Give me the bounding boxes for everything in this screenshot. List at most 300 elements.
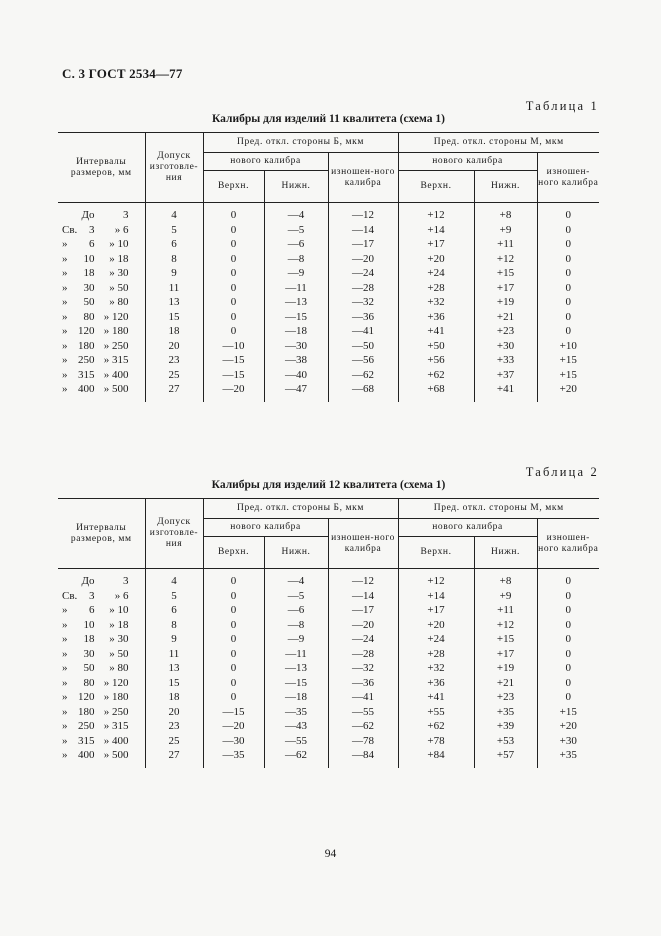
cell-m-upper: +24: [398, 266, 474, 281]
interval-from: 6: [89, 604, 95, 616]
cell-b-worn: —17: [328, 237, 398, 252]
interval-from: 400: [78, 383, 95, 395]
table-label: Таблица 1: [525, 99, 599, 113]
cell-b-worn: —36: [328, 310, 398, 325]
cell-m-upper: +56: [398, 353, 474, 368]
cell-interval: [58, 252, 145, 267]
cell-b-lower: —4: [264, 203, 328, 223]
cell-b-lower: —5: [264, 589, 328, 604]
interval-from: 315: [78, 368, 95, 381]
cell-interval: [58, 339, 145, 354]
table-row: [58, 632, 599, 647]
cell-b-worn: —28: [328, 647, 398, 662]
cell-b-lower: —18: [264, 690, 328, 705]
cell-b-upper: —35: [203, 748, 264, 768]
cell-m-upper: +55: [398, 705, 474, 720]
interval-from: 3: [89, 589, 95, 602]
cell-b-worn: —32: [328, 661, 398, 676]
cell-interval: [58, 569, 145, 589]
interval-prefix: »: [62, 296, 68, 308]
cell-m-worn: +10: [537, 339, 599, 354]
table-row: [58, 368, 599, 383]
cell-m-worn: +20: [537, 719, 599, 734]
interval-to: » 250: [103, 705, 129, 718]
interval-from: 10: [83, 252, 95, 265]
cell-m-lower: +15: [474, 632, 537, 647]
cell-b-worn: —17: [328, 603, 398, 618]
cell-b-lower: —35: [264, 705, 328, 720]
cell-b-lower: —47: [264, 382, 328, 402]
cell-b-lower: —11: [264, 647, 328, 662]
table-row: [58, 748, 599, 768]
cell-b-lower: —8: [264, 618, 328, 633]
cell-b-worn: —14: [328, 589, 398, 604]
cell-b-lower: —6: [264, 603, 328, 618]
cell-tolerance: 5: [145, 589, 203, 604]
cell-interval: [58, 748, 145, 768]
cell-tolerance: 18: [145, 690, 203, 705]
cell-m-worn: 0: [537, 661, 599, 676]
cell-interval: [58, 676, 145, 691]
calibre-table: [58, 132, 599, 402]
cell-interval: [58, 734, 145, 749]
cell-b-worn: —32: [328, 295, 398, 310]
interval-to: » 18: [109, 618, 129, 631]
cell-tolerance: 23: [145, 719, 203, 734]
cell-b-upper: 0: [203, 203, 264, 223]
table-label: Таблица 2: [525, 465, 599, 479]
cell-tolerance: 13: [145, 661, 203, 676]
cell-b-lower: —38: [264, 353, 328, 368]
interval-from: До: [81, 575, 95, 587]
cell-b-lower: —9: [264, 266, 328, 281]
interval-to: » 80: [109, 296, 129, 308]
header-m-new: нового калибра: [398, 519, 537, 537]
table-row: [58, 295, 599, 310]
interval-prefix: »: [62, 267, 68, 279]
cell-b-upper: —20: [203, 382, 264, 402]
cell-b-lower: —5: [264, 223, 328, 238]
interval-from: До: [81, 209, 95, 221]
interval-from: 400: [78, 749, 95, 761]
interval-prefix: Св.: [62, 223, 78, 236]
cell-b-worn: —78: [328, 734, 398, 749]
cell-tolerance: 8: [145, 252, 203, 267]
table-row: [58, 647, 599, 662]
cell-b-upper: —30: [203, 734, 264, 749]
interval-prefix: »: [62, 325, 68, 337]
table-row: [58, 203, 599, 223]
interval-prefix: »: [62, 734, 68, 747]
cell-m-lower: +8: [474, 569, 537, 589]
cell-m-lower: +17: [474, 647, 537, 662]
header-tolerance: Допуск изготовле-ния: [145, 133, 203, 203]
cell-m-lower: +11: [474, 603, 537, 618]
cell-tolerance: 9: [145, 266, 203, 281]
cell-tolerance: 13: [145, 295, 203, 310]
cell-b-upper: 0: [203, 324, 264, 339]
cell-b-upper: 0: [203, 661, 264, 676]
cell-tolerance: 15: [145, 310, 203, 325]
page-header: С. 3 ГОСТ 2534—77: [62, 66, 183, 81]
interval-prefix: »: [62, 238, 68, 250]
cell-b-worn: —62: [328, 719, 398, 734]
cell-m-upper: +12: [398, 569, 474, 589]
cell-tolerance: 11: [145, 281, 203, 296]
table-row: [58, 569, 599, 589]
cell-m-worn: 0: [537, 618, 599, 633]
cell-tolerance: 4: [145, 203, 203, 223]
cell-interval: [58, 690, 145, 705]
cell-m-lower: +21: [474, 310, 537, 325]
cell-m-upper: +68: [398, 382, 474, 402]
interval-to: » 315: [103, 720, 129, 732]
interval-to: 3: [123, 209, 129, 221]
table-row: [58, 237, 599, 252]
cell-tolerance: 27: [145, 382, 203, 402]
cell-m-lower: +12: [474, 252, 537, 267]
cell-m-lower: +23: [474, 324, 537, 339]
cell-b-upper: 0: [203, 295, 264, 310]
interval-prefix: »: [62, 252, 68, 265]
interval-prefix: »: [62, 633, 68, 645]
table-row: [58, 661, 599, 676]
cell-m-lower: +35: [474, 705, 537, 720]
table-row: [58, 589, 599, 604]
cell-m-upper: +62: [398, 368, 474, 383]
cell-m-upper: +41: [398, 690, 474, 705]
header-b-new: нового калибра: [203, 153, 328, 171]
interval-prefix: »: [62, 662, 68, 674]
interval-to: » 50: [109, 647, 129, 660]
interval-prefix: »: [62, 310, 68, 323]
table-row: [58, 353, 599, 368]
interval-prefix: »: [62, 676, 68, 689]
cell-interval: [58, 203, 145, 223]
cell-b-worn: —36: [328, 676, 398, 691]
cell-b-lower: —62: [264, 748, 328, 768]
interval-prefix: »: [62, 281, 68, 294]
cell-m-lower: +33: [474, 353, 537, 368]
table-body: [58, 203, 599, 402]
cell-b-upper: 0: [203, 569, 264, 589]
cell-b-lower: —40: [264, 368, 328, 383]
interval-to: » 315: [103, 354, 129, 366]
cell-interval: [58, 368, 145, 383]
cell-m-worn: 0: [537, 676, 599, 691]
interval-from: 180: [78, 339, 95, 352]
interval-to: » 120: [103, 310, 129, 323]
cell-m-worn: 0: [537, 603, 599, 618]
cell-b-upper: 0: [203, 223, 264, 238]
cell-m-lower: +9: [474, 589, 537, 604]
table-row: [58, 690, 599, 705]
cell-tolerance: 4: [145, 569, 203, 589]
cell-b-worn: —14: [328, 223, 398, 238]
interval-from: 50: [83, 296, 95, 308]
cell-m-upper: +36: [398, 676, 474, 691]
cell-m-worn: +15: [537, 368, 599, 383]
cell-b-worn: —62: [328, 368, 398, 383]
cell-m-lower: +53: [474, 734, 537, 749]
cell-b-worn: —28: [328, 281, 398, 296]
cell-b-lower: —11: [264, 281, 328, 296]
table-header: [58, 499, 599, 569]
interval-from: 180: [78, 705, 95, 718]
table-row: [58, 382, 599, 402]
table-row: [58, 719, 599, 734]
interval-to: » 80: [109, 662, 129, 674]
cell-m-worn: 0: [537, 295, 599, 310]
interval-to: » 180: [103, 325, 129, 337]
interval-to: » 6: [114, 589, 129, 602]
calibre-table: [58, 498, 599, 768]
cell-interval: [58, 266, 145, 281]
cell-b-lower: —55: [264, 734, 328, 749]
cell-b-lower: —18: [264, 324, 328, 339]
cell-m-upper: +24: [398, 632, 474, 647]
cell-m-upper: +20: [398, 618, 474, 633]
cell-m-worn: 0: [537, 252, 599, 267]
cell-tolerance: 23: [145, 353, 203, 368]
cell-b-upper: —20: [203, 719, 264, 734]
table-row: [58, 252, 599, 267]
cell-b-upper: 0: [203, 252, 264, 267]
interval-from: 80: [83, 310, 95, 323]
header-m-lower: Нижн.: [474, 537, 537, 569]
cell-m-upper: +14: [398, 223, 474, 238]
cell-b-lower: —43: [264, 719, 328, 734]
cell-interval: [58, 295, 145, 310]
cell-m-lower: +12: [474, 618, 537, 633]
cell-b-upper: 0: [203, 676, 264, 691]
interval-to: » 30: [109, 267, 129, 279]
cell-m-upper: +32: [398, 295, 474, 310]
cell-m-lower: +17: [474, 281, 537, 296]
interval-to: » 10: [109, 238, 129, 250]
cell-m-worn: +35: [537, 748, 599, 768]
table-row: [58, 310, 599, 325]
cell-m-worn: 0: [537, 310, 599, 325]
table-row: [58, 705, 599, 720]
interval-prefix: »: [62, 691, 68, 703]
cell-b-worn: —12: [328, 569, 398, 589]
interval-prefix: »: [62, 647, 68, 660]
cell-b-upper: 0: [203, 237, 264, 252]
header-intervals: Интервалы размеров, мм: [70, 522, 132, 544]
cell-b-worn: —84: [328, 748, 398, 768]
cell-tolerance: 25: [145, 734, 203, 749]
cell-m-lower: +9: [474, 223, 537, 238]
cell-m-upper: +28: [398, 281, 474, 296]
interval-prefix: »: [62, 618, 68, 631]
header-m-lower: Нижн.: [474, 171, 537, 203]
cell-m-upper: +62: [398, 719, 474, 734]
interval-prefix: »: [62, 720, 68, 732]
interval-to: » 180: [103, 691, 129, 703]
cell-m-upper: +12: [398, 203, 474, 223]
cell-interval: [58, 324, 145, 339]
cell-b-worn: —24: [328, 632, 398, 647]
cell-m-lower: +19: [474, 295, 537, 310]
cell-m-worn: 0: [537, 589, 599, 604]
cell-m-lower: +57: [474, 748, 537, 768]
interval-to: » 500: [103, 383, 129, 395]
cell-m-lower: +37: [474, 368, 537, 383]
cell-b-lower: —8: [264, 252, 328, 267]
header-b-lower: Нижн.: [264, 171, 328, 203]
cell-tolerance: 18: [145, 324, 203, 339]
table-header: [58, 133, 599, 203]
cell-b-upper: 0: [203, 589, 264, 604]
table-row: [58, 223, 599, 238]
cell-m-upper: +50: [398, 339, 474, 354]
interval-from: 10: [83, 618, 95, 631]
table-row: [58, 339, 599, 354]
cell-interval: [58, 661, 145, 676]
cell-interval: [58, 237, 145, 252]
cell-tolerance: 27: [145, 748, 203, 768]
cell-tolerance: 5: [145, 223, 203, 238]
cell-b-worn: —20: [328, 252, 398, 267]
cell-b-worn: —41: [328, 690, 398, 705]
header-b-upper: Верхн.: [203, 537, 264, 569]
interval-to: 3: [123, 575, 129, 587]
cell-b-worn: —12: [328, 203, 398, 223]
header-tolerance: Допуск изготовле-ния: [145, 499, 203, 569]
cell-m-worn: 0: [537, 223, 599, 238]
cell-tolerance: 6: [145, 237, 203, 252]
cell-interval: [58, 589, 145, 604]
cell-tolerance: 8: [145, 618, 203, 633]
interval-prefix: »: [62, 339, 68, 352]
interval-to: » 500: [103, 749, 129, 761]
cell-b-upper: —15: [203, 368, 264, 383]
cell-m-lower: +39: [474, 719, 537, 734]
cell-b-upper: 0: [203, 690, 264, 705]
interval-to: » 120: [103, 676, 129, 689]
cell-m-lower: +30: [474, 339, 537, 354]
cell-b-upper: —15: [203, 705, 264, 720]
interval-from: 120: [78, 325, 95, 337]
interval-from: 50: [83, 662, 95, 674]
cell-b-lower: —15: [264, 310, 328, 325]
interval-to: » 10: [109, 604, 129, 616]
interval-from: 30: [83, 647, 95, 660]
header-b-new: нового калибра: [203, 519, 328, 537]
cell-m-upper: +32: [398, 661, 474, 676]
interval-prefix: »: [62, 368, 68, 381]
cell-b-lower: —6: [264, 237, 328, 252]
interval-from: 120: [78, 691, 95, 703]
header-m-upper: Верхн.: [398, 171, 474, 203]
interval-prefix: »: [62, 705, 68, 718]
cell-interval: [58, 705, 145, 720]
cell-interval: [58, 719, 145, 734]
cell-tolerance: 15: [145, 676, 203, 691]
table-row: [58, 324, 599, 339]
header-pred-b: Пред. откл. стороны Б, мкм: [203, 499, 398, 519]
table-row: [58, 734, 599, 749]
cell-b-lower: —4: [264, 569, 328, 589]
cell-m-lower: +8: [474, 203, 537, 223]
cell-b-worn: —56: [328, 353, 398, 368]
cell-m-worn: +15: [537, 353, 599, 368]
cell-m-lower: +21: [474, 676, 537, 691]
cell-interval: [58, 281, 145, 296]
cell-m-worn: +20: [537, 382, 599, 402]
cell-m-upper: +78: [398, 734, 474, 749]
cell-b-upper: 0: [203, 647, 264, 662]
header-m-worn: изношен-ного калибра: [537, 153, 599, 203]
cell-b-upper: 0: [203, 618, 264, 633]
cell-m-upper: +28: [398, 647, 474, 662]
table-row: [58, 603, 599, 618]
interval-to: » 400: [103, 368, 129, 381]
cell-b-upper: 0: [203, 266, 264, 281]
table-row: [58, 676, 599, 691]
cell-m-lower: +41: [474, 382, 537, 402]
header-pred-b: Пред. откл. стороны Б, мкм: [203, 133, 398, 153]
cell-m-upper: +17: [398, 603, 474, 618]
cell-b-lower: —15: [264, 676, 328, 691]
cell-m-worn: +15: [537, 705, 599, 720]
cell-m-worn: 0: [537, 203, 599, 223]
cell-b-worn: —20: [328, 618, 398, 633]
interval-to: » 6: [114, 223, 129, 236]
cell-tolerance: 9: [145, 632, 203, 647]
cell-m-upper: +20: [398, 252, 474, 267]
cell-m-lower: +11: [474, 237, 537, 252]
table-row: [58, 266, 599, 281]
interval-to: » 30: [109, 633, 129, 645]
interval-to: » 18: [109, 252, 129, 265]
cell-m-worn: 0: [537, 632, 599, 647]
cell-m-upper: +17: [398, 237, 474, 252]
cell-interval: [58, 647, 145, 662]
cell-tolerance: 20: [145, 339, 203, 354]
interval-from: 250: [78, 354, 95, 366]
interval-to: » 50: [109, 281, 129, 294]
cell-tolerance: 20: [145, 705, 203, 720]
cell-m-upper: +84: [398, 748, 474, 768]
cell-m-worn: 0: [537, 281, 599, 296]
cell-b-worn: —50: [328, 339, 398, 354]
interval-to: » 250: [103, 339, 129, 352]
interval-prefix: »: [62, 354, 68, 366]
interval-from: 3: [89, 223, 95, 236]
interval-prefix: »: [62, 749, 68, 761]
cell-interval: [58, 310, 145, 325]
header-m-new: нового калибра: [398, 153, 537, 171]
cell-b-upper: —10: [203, 339, 264, 354]
cell-m-upper: +41: [398, 324, 474, 339]
cell-m-worn: 0: [537, 647, 599, 662]
page-number: 94: [324, 848, 337, 860]
header-pred-m: Пред. откл. стороны М, мкм: [398, 499, 599, 519]
header-b-worn: изношен-ного калибра: [328, 519, 398, 569]
table-title: Калибры для изделий 12 квалитета (схема 1): [211, 479, 446, 491]
cell-b-lower: —9: [264, 632, 328, 647]
header-b-upper: Верхн.: [203, 171, 264, 203]
cell-b-lower: —30: [264, 339, 328, 354]
cell-interval: [58, 353, 145, 368]
cell-interval: [58, 382, 145, 402]
cell-b-worn: —41: [328, 324, 398, 339]
cell-interval: [58, 618, 145, 633]
cell-b-lower: —13: [264, 295, 328, 310]
cell-b-worn: —55: [328, 705, 398, 720]
